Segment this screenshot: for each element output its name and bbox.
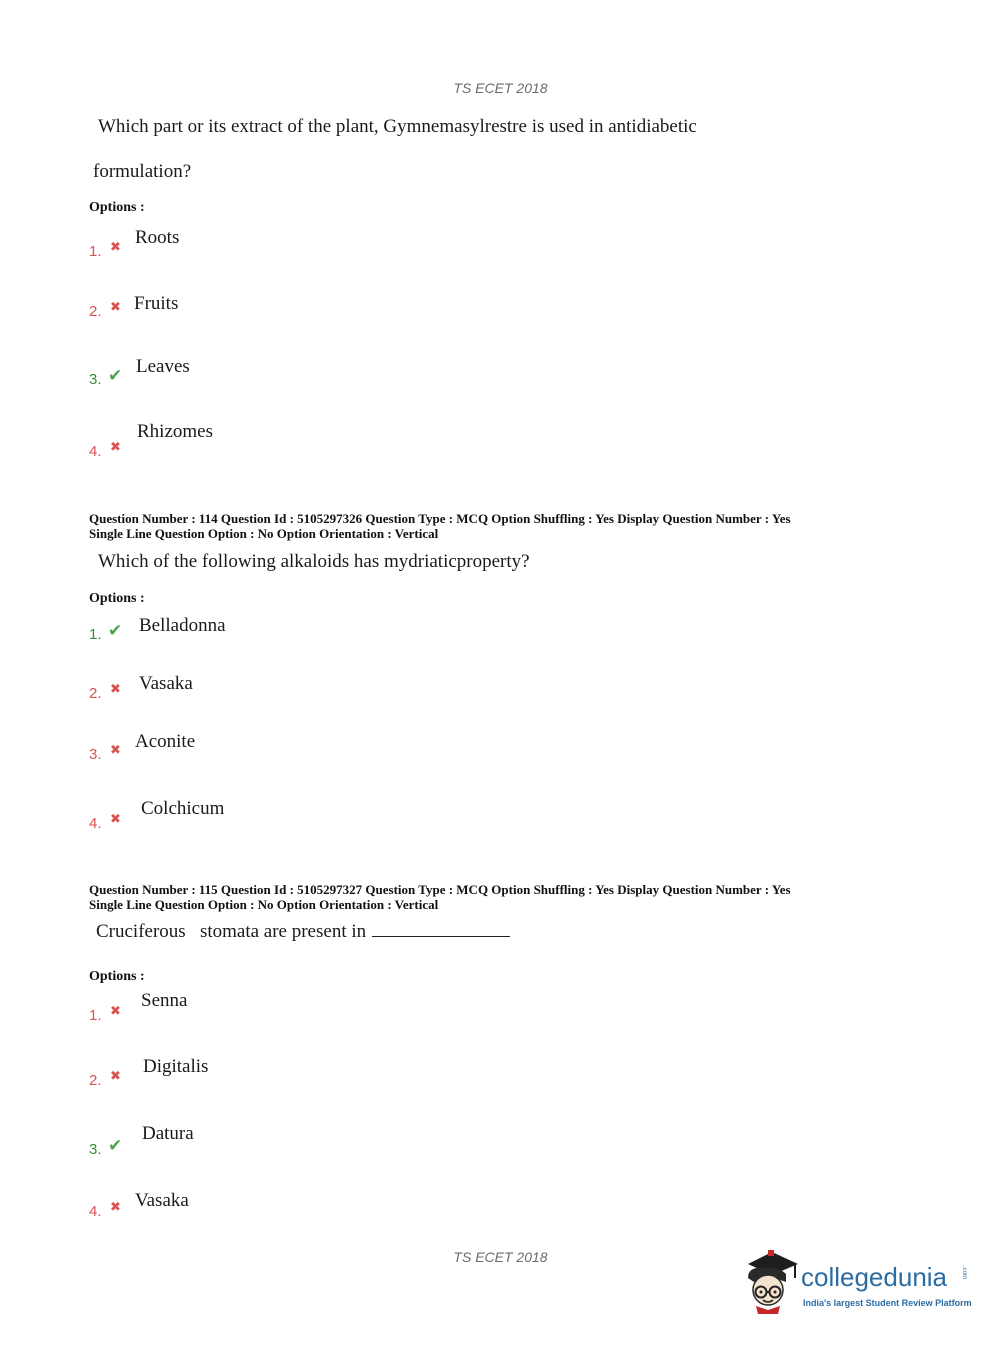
question-3-meta-line-2: Single Line Question Option : No Option Orientation : Vertical bbox=[89, 897, 439, 912]
collegedunia-logo bbox=[742, 1248, 972, 1322]
option-number: 3. bbox=[89, 746, 102, 763]
page-footer: TS ECET 2018 bbox=[453, 1249, 548, 1265]
wrong-mark-icon: ✖ bbox=[110, 300, 121, 315]
option-number: 3. bbox=[89, 371, 102, 388]
option-number: 2. bbox=[89, 303, 102, 320]
option-text: Roots bbox=[135, 227, 180, 248]
page-header: TS ECET 2018 bbox=[453, 80, 548, 96]
wrong-mark-icon: ✖ bbox=[110, 812, 121, 827]
wrong-mark-icon: ✖ bbox=[110, 743, 121, 758]
question-3-meta-line-1: Question Number : 115 Question Id : 5105297327 Question Type : MCQ Option Shuffling : Yes Display Question Number : Yes bbox=[89, 882, 791, 897]
question-3-options-label: Options : bbox=[89, 969, 145, 984]
correct-check-icon: ✔ bbox=[108, 1136, 123, 1156]
option-text: Vasaka bbox=[135, 1190, 189, 1211]
question-1-text-line-2: formulation? bbox=[93, 161, 192, 182]
option-text: Leaves bbox=[136, 356, 190, 377]
option-text: Fruits bbox=[134, 293, 179, 314]
option-text: Vasaka bbox=[139, 673, 193, 694]
wrong-mark-icon: ✖ bbox=[110, 1069, 121, 1084]
option-text: Rhizomes bbox=[137, 421, 213, 442]
option-text: Digitalis bbox=[143, 1056, 209, 1077]
mascot-graduation-cap-icon bbox=[742, 1248, 800, 1320]
logo-wordmark: collegedunia bbox=[801, 1262, 948, 1292]
option-number: 1. bbox=[89, 1007, 102, 1024]
option-text: Datura bbox=[142, 1123, 194, 1144]
option-number: 4. bbox=[89, 443, 102, 460]
option-number: 4. bbox=[89, 1203, 102, 1220]
option-number: 4. bbox=[89, 815, 102, 832]
option-number: 2. bbox=[89, 1072, 102, 1089]
option-number: 2. bbox=[89, 685, 102, 702]
logo-domain-suffix: .com bbox=[961, 1266, 967, 1280]
answer-blank-line bbox=[372, 936, 510, 937]
question-2-meta-line-1: Question Number : 114 Question Id : 5105297326 Question Type : MCQ Option Shuffling : Yes Display Question Number : Yes bbox=[89, 511, 791, 526]
correct-check-icon: ✔ bbox=[108, 621, 123, 641]
question-3-text-container bbox=[96, 921, 510, 943]
wrong-mark-icon: ✖ bbox=[110, 440, 121, 455]
option-text: Colchicum bbox=[141, 798, 225, 819]
question-1-options-label: Options : bbox=[89, 200, 145, 215]
wrong-mark-icon: ✖ bbox=[110, 1200, 121, 1215]
correct-check-icon: ✔ bbox=[108, 366, 123, 386]
wrong-mark-icon: ✖ bbox=[110, 1004, 121, 1019]
question-2-options-label: Options : bbox=[89, 591, 145, 606]
option-number: 1. bbox=[89, 626, 102, 643]
option-text: Aconite bbox=[135, 731, 196, 752]
option-text: Belladonna bbox=[139, 615, 226, 636]
logo-tagline: India's largest Student Review Platform bbox=[803, 1298, 972, 1308]
question-1-text-line-1: Which part or its extract of the plant, Gymnemasylrestre is used in antidiabetic bbox=[98, 116, 697, 137]
question-3-text: Cruciferous stomata are present in bbox=[96, 921, 367, 942]
question-2-meta-line-2: Single Line Question Option : No Option Orientation : Vertical bbox=[89, 526, 439, 541]
wrong-mark-icon: ✖ bbox=[110, 682, 121, 697]
option-number: 3. bbox=[89, 1141, 102, 1158]
question-2-text: Which of the following alkaloids has mydriaticproperty? bbox=[98, 551, 530, 572]
option-number: 1. bbox=[89, 243, 102, 260]
wrong-mark-icon: ✖ bbox=[110, 240, 121, 255]
option-text: Senna bbox=[141, 990, 188, 1011]
